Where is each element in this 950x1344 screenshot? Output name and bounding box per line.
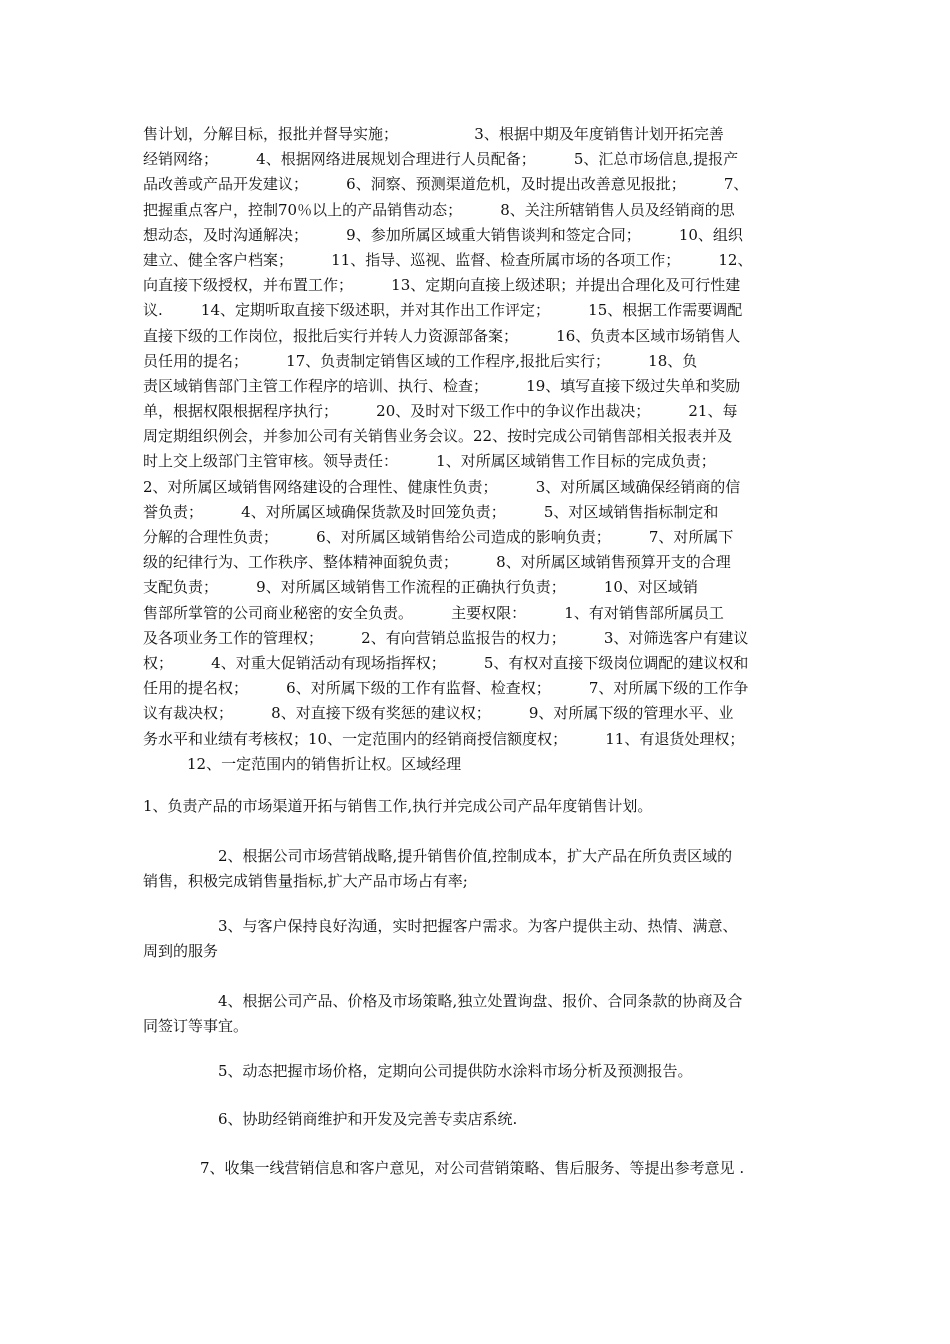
text-line: 务水平和业绩有考核权；10、一定范围内的经销商授信额度权； 11、有退货处理权； [143,729,745,748]
text-line: 责区域销售部门主管工作程序的培训、执行、检查； 19、填写直接下级过失单和奖励 [143,376,741,395]
text-line: 分解的合理性负责； 6、对所属区域销售给公司造成的影响负责； 7、对所属下 [143,528,734,546]
text-line: 议. 14、定期听取直接下级述职，并对其作出工作评定； 15、根据工作需要调配 [143,301,743,320]
duty-item-1: 1、负责产品的市场渠道开拓与销售工作,执行并完成公司产品年度销售计划。 [143,797,653,815]
duty-item-5: 5、动态把握市场价格，定期向公司提供防水涂料市场分析及预测报告。 [218,1062,693,1080]
duty-item-2-line-2: 销售，积极完成销售量指标,扩大产品市场占有率; [143,872,468,890]
text-line: 建立、健全客户档案； 11、指导、巡视、监督、检查所属市场的各项工作； 12、 [143,250,753,269]
duty-item-7: 7、收集一线营销信息和客户意见，对公司营销策略、售后服务、等提出参考意见 . [200,1159,745,1177]
text-line: 2、对所属区域销售网络建设的合理性、健康性负责； 3、对所属区域确保经销商的信 [143,477,741,496]
text-line: 12、一定范围内的销售折让权。区域经理 [187,754,462,773]
duty-item-3-line-2: 周到的服务 [143,942,219,960]
duty-item-3-line-1: 3、与客户保持良好沟通，实时把握客户需求。为客户提供主动、热情、满意、 [218,917,738,935]
duty-item-4-line-1: 4、根据公司产品、价格及市场策略,独立处置询盘、报价、合同条款的协商及合 [218,992,743,1010]
duty-item-2-line-1: 2、根据公司市场营销战略,提升销售价值,控制成本，扩大产品在所负责区域的 [218,847,733,865]
duty-item-4-line-2: 同签订等事宜。 [143,1017,249,1035]
text-line: 售计划，分解目标，报批并督导实施； 3、根据中期及年度销售计划开拓完善 [143,125,724,143]
text-line: 级的纪律行为、工作秩序、整体精神面貌负责； 8、对所属区域销售预算开支的合理 [143,553,731,572]
text-line: 及各项业务工作的管理权； 2、有向营销总监报告的权力； 3、对筛选客户有建议 [143,628,749,647]
text-line: 品改善或产品开发建议； 6、洞察、预测渠道危机，及时提出改善意见报批； 7、 [143,175,749,194]
text-line: 任用的提名权； 6、对所属下级的工作有监督、检查权； 7、对所属下级的工作争 [143,679,749,698]
text-line: 支配负责； 9、对所属区域销售工作流程的正确执行负责； 10、对区域销 [143,578,698,597]
text-line: 权； 4、对重大促销活动有现场指挥权； 5、有权对直接下级岗位调配的建议权和 [143,653,749,672]
text-line: 单，根据权限根据程序执行； 20、及时对下级工作中的争议作出裁决； 21、每 [143,402,738,421]
text-line: 员任用的提名； 17、负责制定销售区域的工作程序,报批后实行； 18、负 [143,351,698,370]
text-line: 把握重点客户，控制70％以上的产品销售动态； 8、关注所辖销售人员及经销商的思 [143,200,735,219]
text-line: 向直接下级授权，并布置工作； 13、定期向直接上级述职；并提出合理化及可行性建 [143,276,741,295]
responsibilities-block [143,122,807,777]
text-line: 经销网络； 4、根据网络进展规划合理进行人员配备； 5、汇总市场信息,提报产 [143,150,739,169]
text-line: 售部所掌管的公司商业秘密的安全负责。 主要权限： 1、有对销售部所属员工 [143,603,724,622]
text-line: 议有裁决权； 8、对直接下级有奖惩的建议权； 9、对所属下级的管理水平、业 [143,704,734,723]
text-line: 直接下级的工作岗位，报批后实行并转人力资源部备案； 16、负责本区域市场销售人 [143,326,741,345]
text-line: 想动态，及时沟通解决； 9、参加所属区域重大销售谈判和签定合同； 10、组织 [143,225,743,244]
text-line: 时上交上级部门主管审核。领导责任： 1、对所属区域销售工作目标的完成负责； [143,452,716,471]
text-line: 周定期组织例会，并参加公司有关销售业务会议。22、按时完成公司销售部相关报表并及 [143,427,733,446]
text-line: 誉负责； 4、对所属区域确保货款及时回笼负责； 5、对区域销售指标制定和 [143,502,719,521]
duty-item-6: 6、协助经销商维护和开发及完善专卖店系统. [218,1110,518,1128]
